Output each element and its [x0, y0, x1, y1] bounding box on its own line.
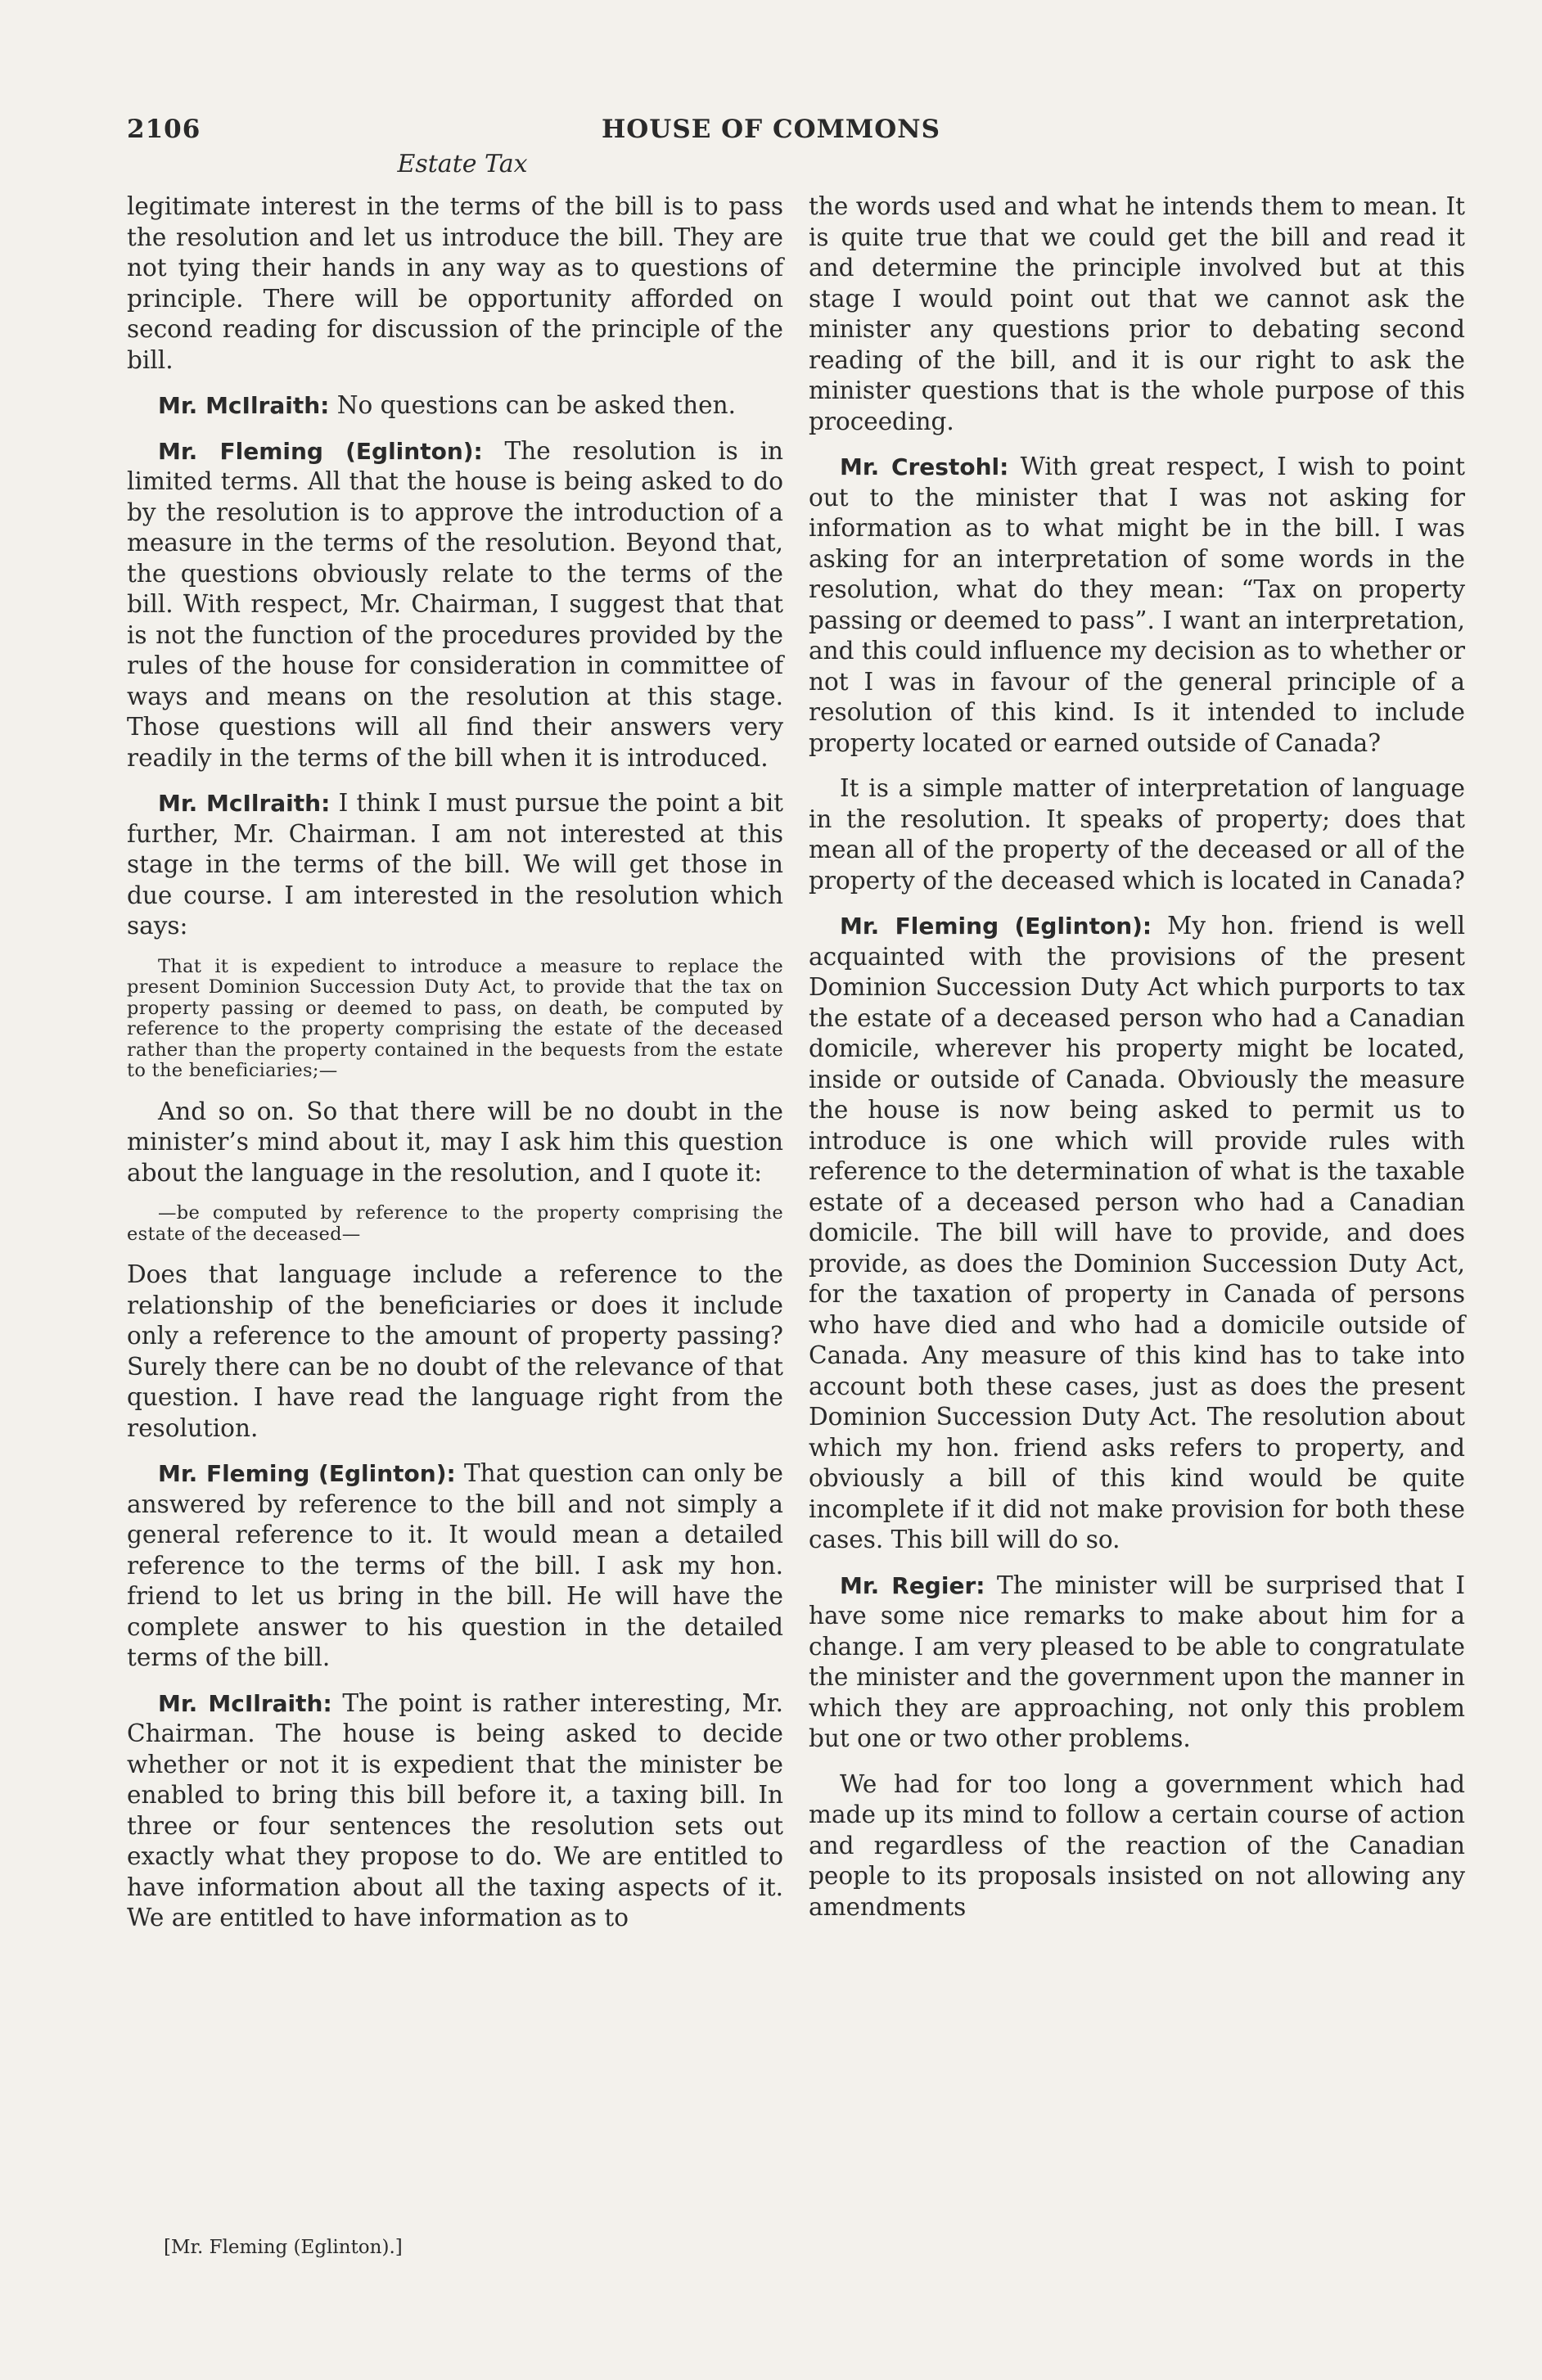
speaker-name: Mr. Crestohl: [840, 453, 1009, 480]
speech [809, 452, 1465, 759]
speech-text: I think I must pursue the point a bit further, Mr. Chairman. I am not interested at this stage in the terms of the bill. We will get those in due course. I am interested in the resolution which says: [127, 789, 783, 940]
paragraph: the words used and what he intends them to mean. It is quite true that we could get the bill and read it and determine the principle involved but at this stage I would point out that we cannot ask the minister any questions prior to debating second reading of the bill, and it is our right to ask the minister questions that is the whole purpose of this proceeding. [809, 192, 1465, 435]
speech-text: With great respect, I wish to point out to the minister that I was not asking for information as to what might be in the bill. I was asking for an interpretation of some words in the resolution, what do they mean: “Tax on property passing or deemed to pass”. I want an interpretation, and this could influence my decision as to whether or not I was in favour of the general principle of a resolution of this kind. Is it intended to include property located or earned outside of Canada? [809, 453, 1465, 757]
speaker-name: Mr. Fleming (Eglinton): [158, 1460, 456, 1487]
speech-text: My hon. friend is well acquainted with the provisions of the present Dominion Succession Duty Act which purports to tax the estate of a deceased person who had a Canadian domicile, wherever his property might be located, inside or outside of Canada. Obviously the measure the house is now being asked to permit us to introduce is one which will provide rules with reference to the determination of what is the taxable estate of a deceased person who had a Canadian domicile. The bill will have to provide, and does provide, as does the Dominion Succession Duty Act, for the taxation of property in Canada of persons who have died and who had a domicile outside of Canada. Any measure of this kind has to take into account both these cases, just as does the present Dominion Succession Duty Act. The resolution about which my hon. friend asks refers to property, and obviously a bill of this kind would be quite incomplete if it did not make provision for both these cases. This bill will do so. [809, 912, 1466, 1553]
speech [127, 436, 783, 774]
speech [127, 390, 783, 421]
block-quote: —be computed by reference to the property comprising the estate of the deceased— [127, 1202, 783, 1245]
right-column [809, 192, 1465, 1937]
speech-text: The point is rather interesting, Mr. Chairman. The house is being asked to decide whether or not it is expedient that the minister be enabled to bring this bill before it, a taxing bill. In three or four sentences the resolution sets out exactly what they propose to do. We are entitled to have information about all the taxing aspects of it. We are entitled to have information as to [127, 1688, 783, 1931]
speech [127, 788, 783, 942]
speech [809, 1571, 1465, 1755]
speaker-name: Mr. Fleming (Eglinton): [840, 913, 1152, 940]
speech [127, 1688, 783, 1934]
section-title: Estate Tax [397, 150, 528, 178]
left-column [127, 192, 783, 1949]
footer-speaker-reference: [Mr. Fleming (Eglinton).] [164, 2237, 403, 2258]
speaker-name: Mr. Fleming (Eglinton): [158, 437, 483, 465]
paragraph: Does that language include a reference to the relationship of the beneficiaries or does it include only a reference to the amount of property passing? Surely there can be no doubt of the relevance of that question. I have read the language right from the resolution. [127, 1260, 783, 1442]
speech [809, 911, 1465, 1556]
speaker-name: Mr. McIlraith: [158, 392, 330, 419]
speech [127, 1458, 783, 1674]
speech-text: The minister will be surprised that I have some nice remarks to make about him for a change. I am very pleased to be able to congratulate the minister and the government upon the manner in which they are approaching, not only this problem but one or two other problems. [809, 1571, 1465, 1752]
paragraph: It is a simple matter of interpretation of language in the resolution. It speaks of property; does that mean all of the property of the deceased or all of the property of the deceased which is located in Canada? [809, 774, 1465, 895]
paragraph: legitimate interest in the terms of the bill is to pass the resolution and let us introduce the bill. They are not tying their hands in any way as to questions of principle. There will be opportunity afforded on second reading for discussion of the principle of the bill. [127, 192, 783, 374]
paragraph: We had for too long a government which had made up its mind to follow a certain course of action and regardless of the reaction of the Canadian people to its proposals insisted on not allowing any amendments [809, 1769, 1465, 1921]
speaker-name: Mr. McIlraith: [158, 1689, 332, 1717]
block-quote: That it is expedient to introduce a measure to replace the present Dominion Succession Duty Act, to provide that the tax on property passing or deemed to pass, on death, be computed by reference to the property comprising the estate of the deceased rather than the property contained in the bequests from the estate to the beneficiaries;— [127, 955, 783, 1081]
paragraph: And so on. So that there will be no doubt in the minister’s mind about it, may I ask him this question about the language in the resolution, and I quote it: [127, 1097, 783, 1187]
speaker-name: Mr. McIlraith: [158, 790, 331, 817]
speech-text: That question can only be answered by reference to the bill and not simply a general reference to it. It would mean a detailed reference to the terms of the bill. I ask my hon. friend to let us bring in the bill. He will have the complete answer to his question in the detailed terms of the bill. [127, 1459, 783, 1671]
speech-text: The resolution is in limited terms. All that the house is being asked to do by the resolution is to approve the introduction of a measure in the terms of the resolution. Beyond that, the questions obviously relate to the terms of the bill. With respect, Mr. Chairman, I suggest that that is not the function of the procedures provided by the rules of the house for consideration in committee of ways and means on the resolution at this stage. Those questions will all find their answers very readily in the terms of the bill when it is introduced. [127, 436, 783, 772]
speaker-name: Mr. Regier: [840, 1571, 985, 1599]
speech-text: No questions can be asked then. [329, 391, 736, 419]
running-head: HOUSE OF COMMONS [602, 115, 940, 144]
page-number: 2106 [127, 115, 201, 144]
